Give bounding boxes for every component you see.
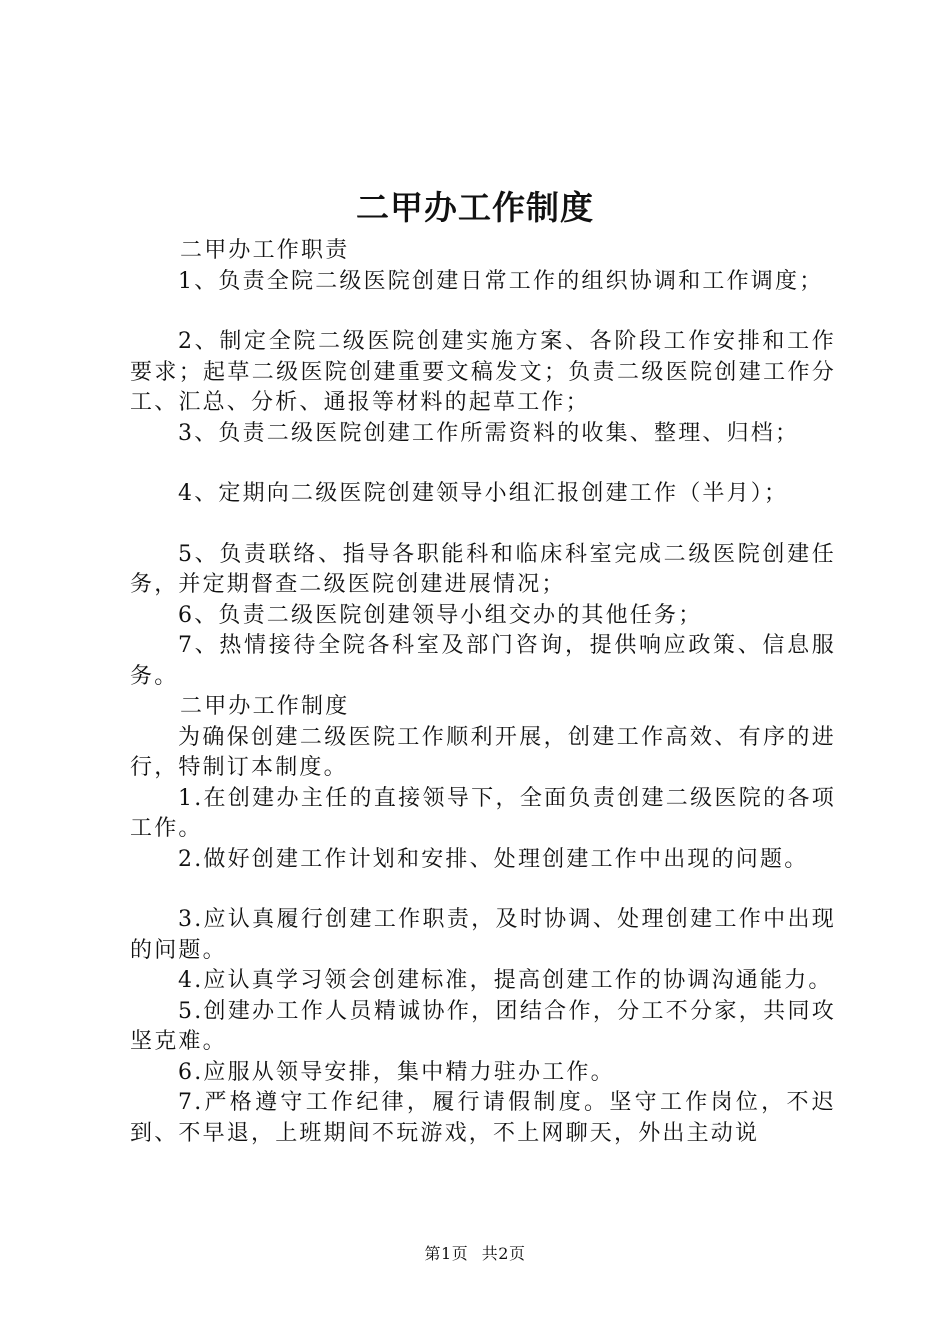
paragraph: 1.在创建办主任的直接领导下，全面负责创建二级医院的各项工作。	[130, 785, 836, 841]
paragraph: 4.应认真学习领会创建标准，提高创建工作的协调沟通能力。	[178, 968, 833, 993]
section-heading-duties: 二甲办工作职责	[180, 238, 350, 263]
paragraph: 6.应服从领导安排，集中精力驻办工作。	[178, 1059, 615, 1085]
paragraph: 3、负责二级医院创建工作所需资料的收集、整理、归档；	[178, 420, 800, 446]
paragraph: 7.严格遵守工作纪律，履行请假制度。坚守工作岗位，不迟到、不早退，上班期间不玩游戏，不上网聊天，外出主动说	[130, 1090, 836, 1146]
page-number-current: 第1页	[424, 1244, 469, 1263]
page-number-total: 共2页	[481, 1244, 526, 1263]
document-body	[130, 236, 836, 1149]
paragraph: 5.创建办工作人员精诚协作，团结合作，分工不分家，共同攻坚克难。	[130, 998, 836, 1054]
paragraph: 5、负责联络、指导各职能科和临床科室完成二级医院创建任务，并定期督查二级医院创建进展情况；	[130, 541, 836, 597]
paragraph: 6、负责二级医院创建领导小组交办的其他任务；	[178, 602, 703, 628]
paragraph: 3.应认真履行创建工作职责，及时协调、处理创建工作中出现的问题。	[130, 907, 836, 963]
paragraph: 1、负责全院二级医院创建日常工作的组织协调和工作调度；	[178, 268, 824, 294]
paragraph: 为确保创建二级医院工作顺利开展，创建工作高效、有序的进行，特制订本制度。	[130, 724, 836, 780]
paragraph: 2.做好创建工作计划和安排、处理创建工作中出现的问题。	[178, 846, 809, 872]
page-footer	[0, 1243, 950, 1265]
paragraph: 2、制定全院二级医院创建实施方案、各阶段工作安排和工作要求；起草二级医院创建重要文稿发文；负责二级医院创建工作分工、汇总、分析、通报等材料的起草工作；	[130, 329, 836, 415]
document-title: 二甲办工作制度	[356, 188, 594, 227]
paragraph: 4、定期向二级医院创建领导小组汇报创建工作（半月）；	[178, 481, 789, 506]
section-heading-rules: 二甲办工作制度	[180, 694, 350, 719]
paragraph: 7、热情接待全院各科室及部门咨询，提供响应政策、信息服务。	[130, 633, 836, 689]
